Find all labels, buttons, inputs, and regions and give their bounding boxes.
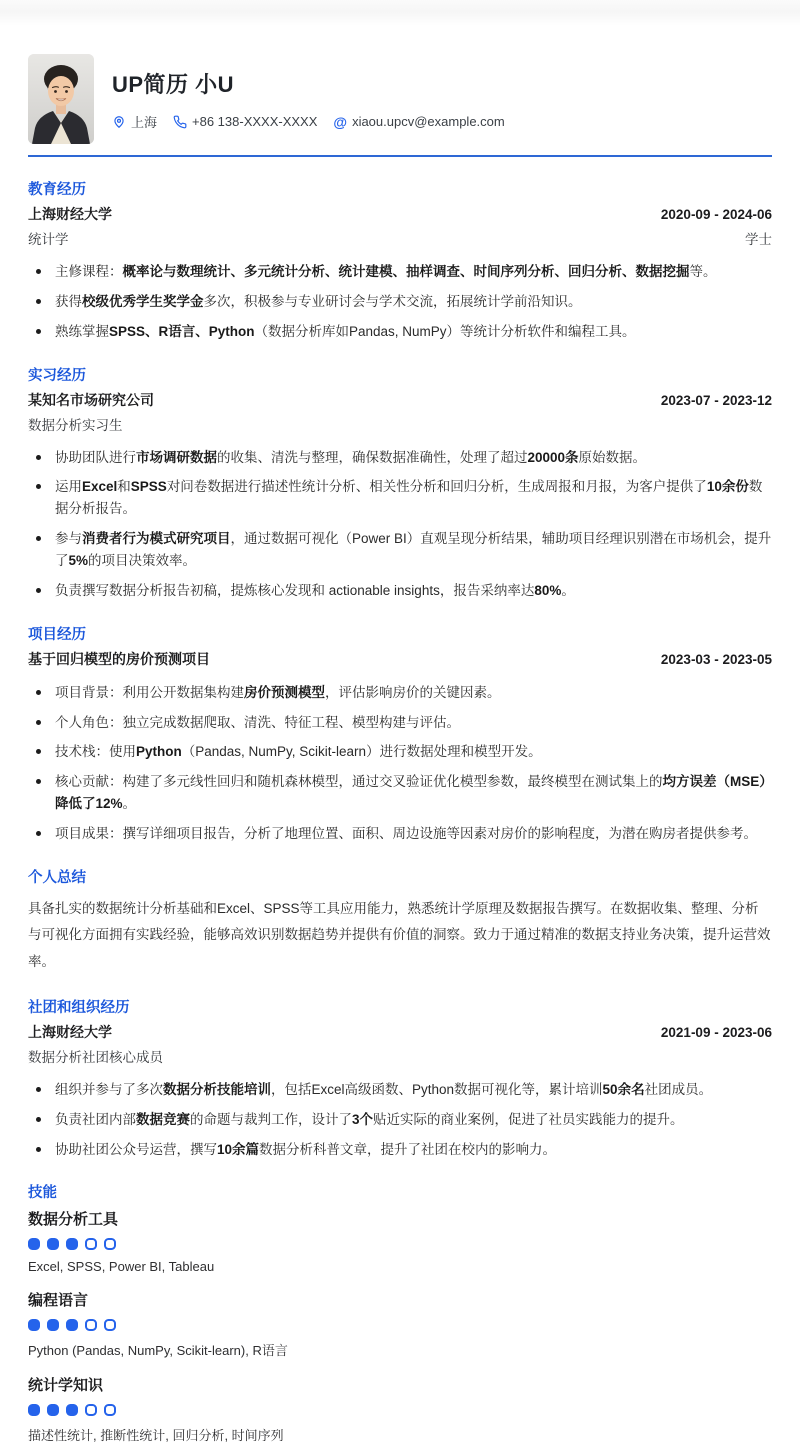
section-title: 技能 <box>28 1185 57 1202</box>
profile-photo <box>28 54 94 144</box>
skill-level-dots <box>28 1319 772 1331</box>
section-title: 个人总结 <box>28 869 86 886</box>
skill-label: 统计学知识 <box>28 1377 104 1395</box>
level-dot-empty <box>85 1319 97 1331</box>
contact-location <box>112 112 157 131</box>
skill-level-dots <box>28 1238 772 1250</box>
bullet-item <box>28 1079 772 1101</box>
internship-dates: 2023-07 - 2023-12 <box>660 392 772 408</box>
level-dot-filled <box>66 1319 78 1331</box>
level-dot-filled <box>28 1319 40 1331</box>
email-text: xiaou.upcv@example.com <box>352 114 505 129</box>
bullet-text: 运用Excel和SPSS对问卷数据进行描述性统计分析、相关性分析和回归分析，生成周报和月报，为客户提供了10余份数据分析报告。 <box>55 479 763 517</box>
bullet-marker <box>36 329 41 334</box>
skill-label: 编程语言 <box>28 1292 89 1310</box>
club-dates: 2021-09 - 2023-06 <box>660 1024 772 1040</box>
bullet-marker <box>36 299 41 304</box>
bullet-text: 协助团队进行市场调研数据的收集、清洗与整理，确保数据准确性，处理了超过20000条原始数据。 <box>55 449 647 465</box>
project-bullets <box>28 682 772 845</box>
bullet-marker <box>36 269 41 274</box>
project-name: 基于回归模型的房价预测项目 <box>28 650 210 667</box>
skill-detail: 描述性统计, 推断性统计, 回归分析, 时间序列 <box>28 1428 284 1444</box>
section-internship <box>28 364 772 602</box>
at-icon: @ <box>333 113 348 130</box>
bullet-item <box>28 741 772 763</box>
level-dot-empty <box>85 1238 97 1250</box>
bullet-marker <box>36 749 41 754</box>
bullet-text: 技术栈：使用Python（Pandas, NumPy, Scikit-learn）进行数据处理和模型开发。 <box>55 744 542 760</box>
bullet-item <box>28 823 772 845</box>
contact-phone <box>173 114 317 129</box>
bullet-item <box>28 528 772 572</box>
section-skills <box>28 1181 772 1444</box>
level-dot-filled <box>47 1319 59 1331</box>
bullet-marker <box>36 779 41 784</box>
bullet-marker <box>36 588 41 593</box>
contact-email <box>333 114 504 129</box>
level-dot-empty <box>104 1238 116 1250</box>
club-role: 数据分析社团核心成员 <box>28 1049 163 1065</box>
bullet-item <box>28 1139 772 1161</box>
bullet-marker <box>36 455 41 460</box>
phone-text: +86 138-XXXX-XXXX <box>192 114 318 129</box>
level-dot-filled <box>66 1238 78 1250</box>
section-project <box>28 623 772 845</box>
level-dot-empty <box>104 1319 116 1331</box>
education-bullets <box>28 261 772 343</box>
candidate-name: UP简历 小U <box>112 72 235 97</box>
bullet-item <box>28 771 772 815</box>
skill-group-statistics <box>28 1374 772 1444</box>
header-divider <box>28 155 772 157</box>
level-dot-empty <box>104 1404 116 1416</box>
skill-label: 数据分析工具 <box>28 1211 119 1229</box>
bullet-text: 获得校级优秀学生奖学金多次，积极参与专业研讨会与学术交流，拓展统计学前沿知识。 <box>55 293 582 309</box>
company-name: 某知名市场研究公司 <box>28 391 154 408</box>
bullet-item <box>28 682 772 704</box>
skill-detail: Excel, SPSS, Power BI, Tableau <box>28 1259 215 1275</box>
bullet-text: 熟练掌握SPSS、R语言、Python（数据分析库如Pandas, NumPy）等统计分析软件和编程工具。 <box>55 323 636 339</box>
bullet-item <box>28 1109 772 1131</box>
bullet-marker <box>36 720 41 725</box>
header-text-block <box>112 54 521 131</box>
bullet-text: 主修课程：概率论与数理统计、多元统计分析、统计建模、抽样调查、时间序列分析、回归分析、数据挖掘等。 <box>55 264 717 279</box>
resume-header <box>28 0 772 144</box>
location-pin-icon <box>112 115 126 129</box>
bullet-item <box>28 580 772 602</box>
club-bullets <box>28 1079 772 1161</box>
project-dates: 2023-03 - 2023-05 <box>660 651 772 667</box>
bullet-marker <box>36 1087 41 1092</box>
bullet-item <box>28 261 772 283</box>
bullet-text: 核心贡献：构建了多元线性回归和随机森林模型，通过交叉验证优化模型参数，最终模型在测试集上的均方误差（MSE）降低了12%。 <box>55 774 767 812</box>
bullet-item <box>28 321 772 343</box>
summary-paragraph: 具备扎实的数据统计分析基础和Excel、SPSS等工具应用能力，熟悉统计学原理及数据报告撰写。在数据收集、整理、分析与可视化方面拥有实践经验，能够高效识别数据趋势并提供有价值的洞察。致力于通过精准的数据支持业务决策，提升运营效率。 <box>28 900 771 969</box>
bullet-item <box>28 476 772 520</box>
bullet-text: 负责撰写数据分析报告初稿，提炼核心发现和 actionable insights，报告采纳率达80%。 <box>55 582 575 598</box>
section-education <box>28 178 772 343</box>
bullet-text: 项目成果：撰写详细项目报告，分析了地理位置、面积、周边设施等因素对房价的影响程度，为潜在购房者提供参考。 <box>55 826 757 842</box>
bullet-marker <box>36 831 41 836</box>
bullet-text: 个人角色：独立完成数据爬取、清洗、特征工程、模型构建与评估。 <box>55 714 460 730</box>
skill-group-data-tools <box>28 1208 772 1274</box>
section-title: 实习经历 <box>28 367 86 384</box>
bullet-marker <box>36 1147 41 1152</box>
education-dates: 2020-09 - 2024-06 <box>660 207 772 222</box>
level-dot-filled <box>47 1404 59 1416</box>
bullet-marker <box>36 484 41 489</box>
skill-group-programming <box>28 1289 772 1359</box>
major: 统计学 <box>28 232 69 247</box>
location-text: 上海 <box>131 115 158 130</box>
internship-bullets <box>28 447 772 602</box>
section-title: 社团和组织经历 <box>28 999 130 1016</box>
level-dot-filled <box>28 1404 40 1416</box>
section-summary <box>28 866 772 975</box>
level-dot-filled <box>28 1238 40 1250</box>
skill-detail: Python (Pandas, NumPy, Scikit-learn), R语言 <box>28 1343 288 1359</box>
bullet-marker <box>36 536 41 541</box>
school-name: 上海财经大学 <box>28 206 112 222</box>
bullet-item <box>28 712 772 734</box>
level-dot-filled <box>66 1404 78 1416</box>
bullet-item <box>28 447 772 469</box>
skill-level-dots <box>28 1404 772 1416</box>
bullet-text: 负责社团内部数据竞赛的命题与裁判工作，设计了3个贴近实际的商业案例，促进了社员实践能力的提升。 <box>55 1111 684 1127</box>
bullet-text: 协助社团公众号运营，撰写10余篇数据分析科普文章，提升了社团在校内的影响力。 <box>55 1141 557 1157</box>
section-title: 教育经历 <box>28 182 86 198</box>
bullet-text: 项目背景：利用公开数据集构建房价预测模型，评估影响房价的关键因素。 <box>55 684 501 700</box>
section-title: 项目经历 <box>28 626 86 643</box>
club-org-name: 上海财经大学 <box>28 1023 112 1040</box>
bullet-marker <box>36 1117 41 1122</box>
bullet-text: 组织并参与了多次数据分析技能培训，包括Excel高级函数、Python数据可视化等，累计培训50余名社团成员。 <box>55 1081 713 1097</box>
contact-row <box>112 112 521 131</box>
level-dot-filled <box>47 1238 59 1250</box>
bullet-text: 参与消费者行为模式研究项目，通过数据可视化（Power BI）直观呈现分析结果，辅助项目经理识别潜在市场机会，提升了5%的项目决策效率。 <box>55 531 772 569</box>
bullet-item <box>28 291 772 313</box>
degree: 学士 <box>745 232 772 247</box>
internship-role: 数据分析实习生 <box>28 417 123 433</box>
level-dot-empty <box>85 1404 97 1416</box>
bullet-marker <box>36 690 41 695</box>
phone-icon <box>173 115 187 129</box>
section-club <box>28 996 772 1161</box>
